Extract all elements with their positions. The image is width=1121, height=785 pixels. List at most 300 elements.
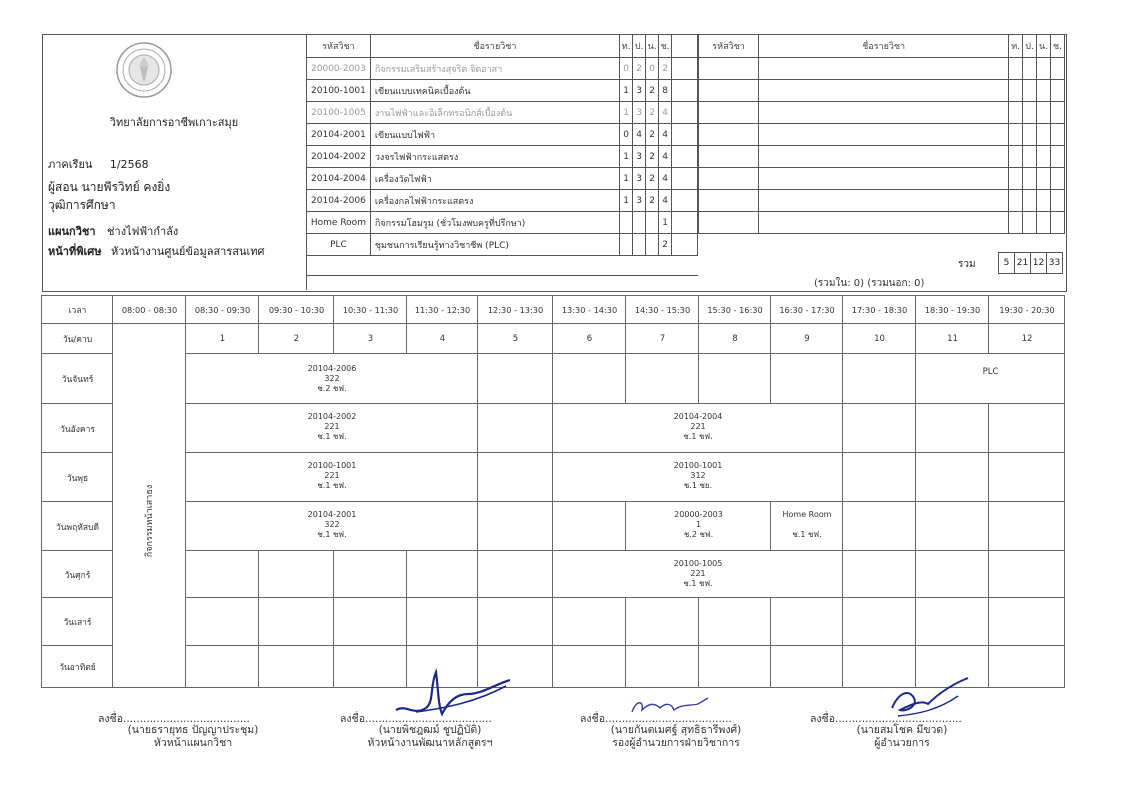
subject-row (307, 58, 698, 80)
empty-cell (1037, 58, 1051, 80)
schedule-cell (185, 550, 259, 598)
duty-line (48, 242, 265, 260)
subject-n (646, 234, 659, 256)
empty-cell (1009, 168, 1023, 190)
subject-c: 4 (659, 190, 672, 212)
schedule-cell (842, 353, 916, 404)
empty-cell (1037, 212, 1051, 234)
schedule-cell (477, 353, 553, 404)
schedule-cell (477, 403, 553, 453)
empty-cell (1009, 190, 1023, 212)
empty-subject-row (699, 146, 1065, 168)
schedule-cell (770, 353, 843, 404)
subject-t: 0 (620, 58, 633, 80)
empty-cell (699, 124, 759, 146)
subject-t: 1 (620, 146, 633, 168)
subject-code: 20000-2003 (307, 58, 371, 80)
signer-position: หัวหน้าแผนกวิชา (153, 737, 233, 749)
schedule-cell (258, 550, 334, 598)
schedule-cell (988, 645, 1065, 688)
spacer-cell (672, 212, 698, 234)
day-label: วันพฤหัสบดี (55, 522, 100, 533)
total-p: 21 (1015, 253, 1031, 274)
empty-cell (1023, 124, 1037, 146)
period-number: 5 (512, 334, 519, 344)
schedule-cell (988, 452, 1065, 502)
period-number: 4 (439, 334, 446, 344)
time-header: 11:30 - 12:30 (414, 305, 471, 315)
class-block (186, 510, 478, 540)
spacer-cell (672, 190, 698, 212)
subject-p: 4 (633, 124, 646, 146)
class-group: ช.1 ชฟ. (683, 579, 713, 588)
subject-row (307, 234, 698, 256)
signer-position: รองผู้อำนวยการฝ่ายวิชาการ (612, 737, 740, 749)
empty-cell (699, 146, 759, 168)
inner-outer-total: (รวมใน: 0) (รวมนอก: 0) (814, 278, 925, 289)
class-room: 322 (324, 374, 340, 383)
schedule-cell (698, 353, 771, 404)
empty-subject-row (699, 58, 1065, 80)
duty-value: หัวหน้างานศูนย์ข้อมูลสารสนเทศ (110, 245, 265, 258)
subject-c: 1 (659, 212, 672, 234)
subject-name: ชุมชนการเรียนรู้ทางวิชาชีพ (PLC) (370, 234, 619, 256)
schedule-cell (915, 403, 989, 453)
time-header: 15:30 - 16:30 (707, 305, 763, 315)
subject-code: 20104-2002 (307, 146, 371, 168)
period-number: 12 (1021, 334, 1033, 344)
time-header: 18:30 - 19:30 (924, 305, 981, 315)
subject-name: เครื่องวัดไฟฟ้า (370, 168, 619, 190)
schedule-cell (698, 645, 771, 688)
degree-label: วุฒิการศึกษา (48, 198, 116, 212)
col-code-header: รหัสวิชา (307, 35, 371, 58)
empty-subject-row (699, 102, 1065, 124)
total-label: รวม (958, 259, 976, 270)
subject-n: 2 (646, 146, 659, 168)
class-room: 221 (690, 569, 706, 578)
subjects-table-right (698, 34, 1065, 234)
plc-label: PLC (982, 367, 999, 377)
subject-c: 4 (659, 124, 672, 146)
class-block (186, 412, 478, 442)
subject-t: 1 (620, 168, 633, 190)
empty-cell (1009, 80, 1023, 102)
class-code: 20104-2004 (673, 412, 723, 421)
period-number: 10 (874, 334, 885, 344)
empty-cell (1023, 80, 1037, 102)
subject-n: 0 (646, 58, 659, 80)
empty-cell (1050, 80, 1064, 102)
period-label: วัน/คาบ (62, 335, 93, 345)
subject-c: 4 (659, 146, 672, 168)
dept-line (48, 222, 178, 240)
duty-label: หน้าที่พิเศษ (48, 245, 102, 258)
class-block (626, 510, 771, 540)
empty-cell (1037, 124, 1051, 146)
class-group: ช.2 ชฟ. (317, 384, 347, 393)
blank-line (771, 520, 843, 530)
time-header: 09:30 - 10:30 (268, 305, 325, 315)
period-number: 7 (659, 334, 666, 344)
subject-t: 1 (620, 102, 633, 124)
schedule-cell (988, 403, 1065, 453)
schedule-cell (477, 452, 553, 502)
schedule-cell (698, 597, 771, 646)
college-seal-icon (114, 40, 174, 100)
schedule-cell (915, 597, 989, 646)
empty-cell (759, 212, 1009, 234)
schedule-cell (915, 501, 989, 551)
signature-mark (878, 674, 974, 726)
empty-cell (1050, 124, 1064, 146)
class-group: ช.1 ชฟ. (317, 432, 347, 441)
schedule-cell (988, 550, 1065, 598)
spacer-cell (672, 102, 698, 124)
teacher-label: ผู้สอน (48, 180, 78, 194)
empty-cell (1050, 58, 1064, 80)
col-n-header: น. (646, 35, 659, 58)
class-code: 20100-1005 (673, 559, 723, 568)
subject-n: 2 (646, 124, 659, 146)
schedule-cell (625, 597, 699, 646)
empty-cell (759, 168, 1009, 190)
semester-line (48, 155, 149, 173)
subject-p: 2 (633, 58, 646, 80)
empty-cell (1023, 58, 1037, 80)
day-label: วันอังคาร (60, 424, 95, 435)
teacher-line (48, 178, 170, 197)
class-room: 221 (690, 422, 706, 431)
col-name-header: ชื่อรายวิชา (370, 35, 619, 58)
signer-name: (นายสมโชค มีขวด) (856, 724, 948, 736)
time-header: 08:30 - 09:30 (194, 305, 251, 315)
schedule-cell (333, 550, 407, 598)
period-number: 3 (367, 334, 374, 344)
dept-value: ช่างไฟฟ้ากำลัง (107, 225, 179, 238)
empty-cell (699, 102, 759, 124)
empty-cell (699, 168, 759, 190)
empty-cell (1037, 190, 1051, 212)
subject-p: 3 (633, 168, 646, 190)
col-code-header: รหัสวิชา (699, 35, 759, 58)
col-c-header: ช. (1050, 35, 1064, 58)
signer-name: (นายกันตเมศฐ์ สุทธิธารีพงศ์) (610, 724, 742, 736)
class-block (186, 461, 478, 491)
class-code: 20104-2001 (307, 510, 357, 519)
class-code: 20000-2003 (674, 510, 723, 519)
signature-mark (628, 694, 718, 720)
class-room: 221 (324, 471, 340, 480)
empty-cell (1023, 190, 1037, 212)
schedule-cell (842, 597, 916, 646)
class-room: 322 (324, 520, 340, 529)
total-n: 12 (1031, 253, 1047, 274)
empty-subject-row (699, 80, 1065, 102)
col-c-header: ช. (659, 35, 672, 58)
empty-cell (1037, 168, 1051, 190)
spacer-cell (672, 80, 698, 102)
class-block (553, 412, 843, 442)
schedule-cell (333, 597, 407, 646)
class-group: ช.1 ชฟ. (317, 530, 347, 539)
signer-position: หัวหน้างานพัฒนาหลักสูตรฯ (367, 737, 493, 749)
signer-name: (นายธรายุทธ ปัญญาประชุม) (127, 724, 259, 736)
college-name: วิทยาลัยการอาชีพเกาะสมุย (109, 116, 239, 129)
empty-cell (759, 190, 1009, 212)
class-code: 20104-2006 (307, 364, 357, 373)
subject-t (620, 212, 633, 234)
schedule-cell (842, 403, 916, 453)
period-number: 11 (947, 334, 958, 344)
period-number: 6 (586, 334, 593, 344)
subject-code: 20104-2006 (307, 190, 371, 212)
subject-c: 4 (659, 102, 672, 124)
class-group: ช.1 ชฟ. (683, 432, 713, 441)
col-name-header: ชื่อรายวิชา (759, 35, 1009, 58)
spacer-cell (672, 234, 698, 256)
subject-n: 2 (646, 102, 659, 124)
class-code: 20104-2002 (307, 412, 357, 421)
schedule-cell (477, 550, 553, 598)
col-n-header: น. (1037, 35, 1051, 58)
sign-label: ลงชื่อ (340, 713, 365, 725)
subject-name: เขียนแบบไฟฟ้า (370, 124, 619, 146)
schedule-cell (406, 550, 478, 598)
subject-c: 8 (659, 80, 672, 102)
time-header: 17:30 - 18:30 (851, 305, 908, 315)
empty-subject-row (699, 212, 1065, 234)
class-block (186, 364, 478, 394)
empty-cell (699, 80, 759, 102)
subject-row (307, 124, 698, 146)
class-code: Home Room (782, 510, 832, 519)
empty-cell (1050, 212, 1064, 234)
empty-cell (1037, 146, 1051, 168)
subjects-table (306, 34, 698, 276)
signer-name: (นายพิชฎฒม์ ชูปฏิบัติ) (378, 724, 482, 736)
empty-cell (1037, 102, 1051, 124)
subject-p: 3 (633, 190, 646, 212)
subject-code: Home Room (307, 212, 371, 234)
empty-subject-row (699, 190, 1065, 212)
total-t: 5 (999, 253, 1015, 274)
signature-mark (386, 664, 516, 728)
subject-code: PLC (307, 234, 371, 256)
flag-activity-wrapper (113, 354, 186, 688)
subject-t: 0 (620, 124, 633, 146)
subject-row (307, 212, 698, 234)
empty-cell (1009, 146, 1023, 168)
spacer-cell (672, 146, 698, 168)
schedule-cell (552, 353, 626, 404)
schedule-cell (842, 550, 916, 598)
subject-name: กิจกรรมโฮมรูม (ชั่วโมงพบครูที่ปรึกษา) (370, 212, 619, 234)
subject-t: 1 (620, 80, 633, 102)
col-t-header: ท. (1009, 35, 1023, 58)
subject-n (646, 212, 659, 234)
day-label: วันศุกร์ (64, 570, 91, 581)
subject-name: วงจรไฟฟ้ากระแสตรง (370, 146, 619, 168)
class-group: ช.1 ชฟ. (792, 530, 822, 539)
teacher-value: นายพีรวิทย์ คงยิ่ง (81, 180, 171, 194)
subject-code: 20104-2001 (307, 124, 371, 146)
empty-cell (1009, 212, 1023, 234)
subject-name: เขียนแบบเทคนิคเบื้องต้น (370, 80, 619, 102)
empty-cell (759, 58, 1009, 80)
subject-code: 20104-2004 (307, 168, 371, 190)
spacer-cell (672, 124, 698, 146)
class-block (553, 559, 843, 589)
schedule-cell (185, 645, 259, 688)
sign-label: ลงชื่อ (810, 713, 835, 725)
schedule-cell (915, 452, 989, 502)
empty-subject-row (699, 168, 1065, 190)
spacer-cell (672, 168, 698, 190)
class-room: 221 (324, 422, 340, 431)
schedule-cell (842, 501, 916, 551)
subject-row (307, 80, 698, 102)
schedule-cell (842, 452, 916, 502)
col-p-header: ป. (633, 35, 646, 58)
time-header: 08:00 - 08:30 (121, 305, 178, 315)
subject-c: 2 (659, 58, 672, 80)
empty-cell (699, 58, 759, 80)
subject-row (307, 190, 698, 212)
schedule-cell (258, 597, 334, 646)
subject-n: 2 (646, 190, 659, 212)
spacer-cell (672, 35, 698, 58)
day-label: วันเสาร์ (63, 618, 92, 628)
empty-cell (1023, 168, 1037, 190)
semester-label: ภาคเรียน (48, 158, 93, 171)
day-label: วันอาทิตย์ (59, 663, 96, 673)
schedule-cell (258, 645, 334, 688)
empty-cell (1023, 146, 1037, 168)
schedule-cell (406, 597, 478, 646)
empty-cell (1050, 146, 1064, 168)
day-label: วันพุธ (66, 473, 89, 484)
class-code: 20100-1001 (673, 461, 723, 470)
sign-label: ลงชื่อ (580, 713, 605, 725)
schedule-cell (477, 597, 553, 646)
subject-t (620, 234, 633, 256)
subject-p: 3 (633, 102, 646, 124)
col-t-header: ท. (620, 35, 633, 58)
empty-cell (1050, 190, 1064, 212)
schedule-cell (185, 597, 259, 646)
empty-cell (1050, 102, 1064, 124)
subject-p (633, 212, 646, 234)
sign-label: ลงชื่อ (98, 713, 123, 725)
empty-cell (1037, 80, 1051, 102)
subject-n: 2 (646, 80, 659, 102)
empty-cell (699, 190, 759, 212)
blank-row (307, 256, 698, 276)
period-number: 8 (732, 334, 738, 344)
schedule-cell (915, 550, 989, 598)
subject-row (307, 102, 698, 124)
schedule-cell (625, 353, 699, 404)
schedule-cell (988, 501, 1065, 551)
empty-cell (1009, 58, 1023, 80)
signatures-area: ลงชื่อ...................................... (นายธรายุทธ ปัญญาประชุม) หัวหน้าแผนกวิชา ลงชื่อ...................................... (นายพิชฎฒม์ ชูปฏิบัติ) หัวหน้างานพัฒนาหลักสูตรฯ ลงชื่อ...................................... (นายกันตเมศฐ์ สุทธิธารีพงศ์) รองผู้อำนวยการฝ่ายวิชาการ ลงชื่อ...................................... (นายสมโชค มีขวด) ผู้อำนวยการ (0, 700, 1121, 780)
subject-c: 4 (659, 168, 672, 190)
time-header: 10:30 - 11:30 (342, 305, 399, 315)
subject-name: กิจกรรมเสริมสร้างสุจริต จิตอาสา (370, 58, 619, 80)
time-header: 19:30 - 20:30 (999, 305, 1055, 315)
subject-row (307, 168, 698, 190)
time-header: 16:30 - 17:30 (779, 305, 835, 315)
class-group: ช.1 ชย. (683, 481, 713, 490)
subject-t: 1 (620, 190, 633, 212)
schedule-cell (552, 645, 626, 688)
subject-row (307, 146, 698, 168)
schedule-cell (552, 501, 626, 551)
period-number: 1 (219, 334, 226, 344)
time-label: เวลา (68, 306, 87, 316)
schedule-cell (625, 645, 699, 688)
schedule-grid (42, 296, 1065, 688)
period-number: 2 (293, 334, 300, 344)
totals-table (998, 252, 1063, 274)
empty-cell (1050, 168, 1064, 190)
subject-n: 2 (646, 168, 659, 190)
subject-code: 20100-1005 (307, 102, 371, 124)
time-header: 14:30 - 15:30 (634, 305, 691, 315)
empty-cell (759, 124, 1009, 146)
empty-cell (759, 146, 1009, 168)
subject-name: งานไฟฟ้าและอิเล็กทรอนิกส์เบื้องต้น (370, 102, 619, 124)
time-header: 12:30 - 13:30 (487, 305, 544, 315)
subject-c: 2 (659, 234, 672, 256)
schedule-cell (477, 501, 553, 551)
time-header: 13:30 - 14:30 (561, 305, 618, 315)
day-label: วันจันทร์ (61, 375, 94, 385)
subject-p: 3 (633, 146, 646, 168)
flag-activity: กิจกรรมหน้าเสาธง (145, 484, 156, 558)
class-group: ช.1 ชฟ. (317, 481, 347, 490)
empty-cell (1023, 212, 1037, 234)
degree-line (48, 196, 116, 215)
homeroom-block (771, 510, 843, 540)
empty-cell (1009, 124, 1023, 146)
subject-p (633, 234, 646, 256)
empty-cell (1023, 102, 1037, 124)
class-room: 1 (695, 520, 702, 529)
empty-cell (699, 212, 759, 234)
empty-subject-row (699, 124, 1065, 146)
class-block (553, 461, 843, 491)
subject-name: เครื่องกลไฟฟ้ากระแสตรง (370, 190, 619, 212)
period-number: 9 (804, 334, 810, 344)
subject-code: 20100-1001 (307, 80, 371, 102)
subject-p: 3 (633, 80, 646, 102)
signer-position: ผู้อำนวยการ (874, 737, 930, 749)
total-c: 33 (1047, 253, 1063, 274)
schedule-cell (988, 597, 1065, 646)
empty-cell (759, 102, 1009, 124)
empty-cell (759, 80, 1009, 102)
dept-label: แผนกวิชา (48, 225, 96, 238)
semester-value: 1/2568 (109, 158, 149, 171)
class-group: ช.2 ชฟ. (683, 530, 714, 539)
col-p-header: ป. (1023, 35, 1037, 58)
spacer-cell (672, 58, 698, 80)
class-room: 312 (690, 471, 706, 480)
schedule-cell (552, 597, 626, 646)
schedule-cell (770, 597, 843, 646)
